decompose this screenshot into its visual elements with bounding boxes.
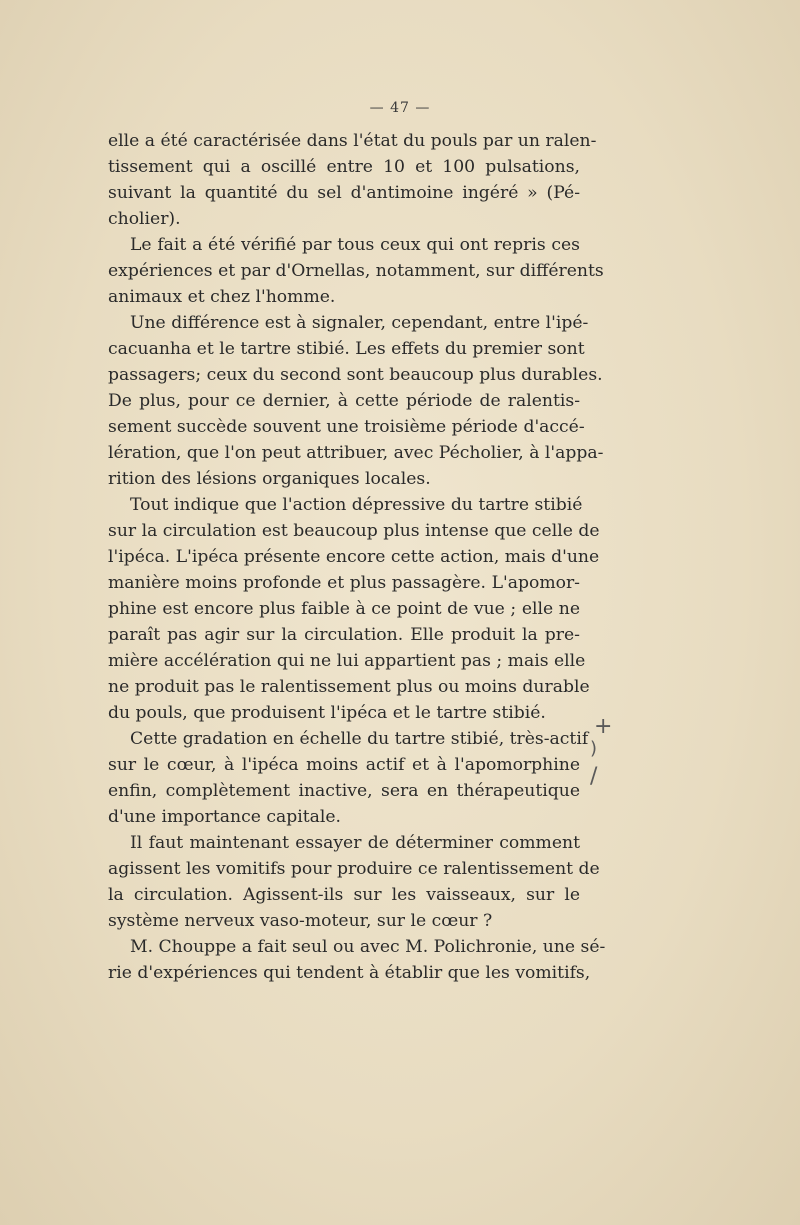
text-line: passagers; ceux du second sont beaucoup plus durables. <box>108 365 603 385</box>
text-line: expériences et par d'Ornellas, notamment, sur différents <box>108 261 604 281</box>
text-line: cacuanha et le tartre stibié. Les effets du premier sont <box>108 339 585 359</box>
paragraph-1 <box>108 128 597 232</box>
text-line: lération, que l'on peut attribuer, avec Pécholier, à l'appa- <box>108 443 604 463</box>
text-line: tissement qui a oscillé entre 10 et 100 pulsations, <box>108 157 580 177</box>
text-line: animaux et chez l'homme. <box>108 287 336 307</box>
margin-paren-mark: ) <box>590 738 598 759</box>
text-line: du pouls, que produisent l'ipéca et le tartre stibié. <box>108 703 546 723</box>
text-line: Le fait a été vérifié par tous ceux qui ont repris ces <box>130 235 580 255</box>
text-line: d'une importance capitale. <box>108 807 342 827</box>
text-line: Tout indique que l'action dépressive du tartre stibié <box>130 495 583 515</box>
paragraph-3 <box>108 310 604 492</box>
text-line: manière moins profonde et plus passagère. L'apomor- <box>108 573 580 593</box>
margin-slash-mark: / <box>590 764 598 789</box>
text-line: rition des lésions organiques locales. <box>108 469 431 489</box>
margin-plus-mark: + <box>594 714 613 739</box>
text-line: suivant la quantité du sel d'antimoine ingéré » (Pé- <box>108 183 580 203</box>
paragraph-4 <box>108 492 600 726</box>
text-line: elle a été caractérisée dans l'état du pouls par un ralen- <box>108 131 597 151</box>
paragraph-7 <box>108 934 606 986</box>
paragraph-5 <box>108 726 589 830</box>
text-line: agissent les vomitifs pour produire ce ralentissement de <box>108 859 600 879</box>
text-line: paraît pas agir sur la circulation. Elle produit la pre- <box>108 625 580 645</box>
body-text <box>108 128 606 986</box>
text-line: Une différence est à signaler, cependant, entre l'ipé- <box>130 313 589 333</box>
paragraph-6 <box>108 830 600 934</box>
text-line: Il faut maintenant essayer de déterminer comment <box>130 833 580 853</box>
text-line: De plus, pour ce dernier, à cette période de ralentis- <box>108 391 580 411</box>
text-line: la circulation. Agissent-ils sur les vaisseaux, sur le <box>108 885 580 905</box>
page-number: — 47 — <box>369 100 431 116</box>
text-line: l'ipéca. L'ipéca présente encore cette action, mais d'une <box>108 547 600 567</box>
text-line: sur la circulation est beaucoup plus intense que celle de <box>108 521 600 541</box>
text-line: cholier). <box>108 209 181 229</box>
text-line: sur le cœur, à l'ipéca moins actif et à l'apomorphine <box>108 755 580 775</box>
text-line: phine est encore plus faible à ce point de vue ; elle ne <box>108 599 580 619</box>
text-line: système nerveux vaso-moteur, sur le cœur ? <box>108 911 493 931</box>
paragraph-2 <box>108 232 604 310</box>
text-line: Cette gradation en échelle du tartre stibié, très-actif <box>130 729 589 749</box>
text-line: enfin, complètement inactive, sera en thérapeutique <box>108 781 580 801</box>
text-line: rie d'expériences qui tendent à établir que les vomitifs, <box>108 963 591 983</box>
text-line: ne produit pas le ralentissement plus ou moins durable <box>108 677 590 697</box>
text-line: mière accélération qui ne lui appartient pas ; mais elle <box>108 651 586 671</box>
text-line: sement succède souvent une troisième période d'accé- <box>108 417 585 437</box>
text-line: M. Chouppe a fait seul ou avec M. Polichronie, une sé- <box>130 937 606 957</box>
